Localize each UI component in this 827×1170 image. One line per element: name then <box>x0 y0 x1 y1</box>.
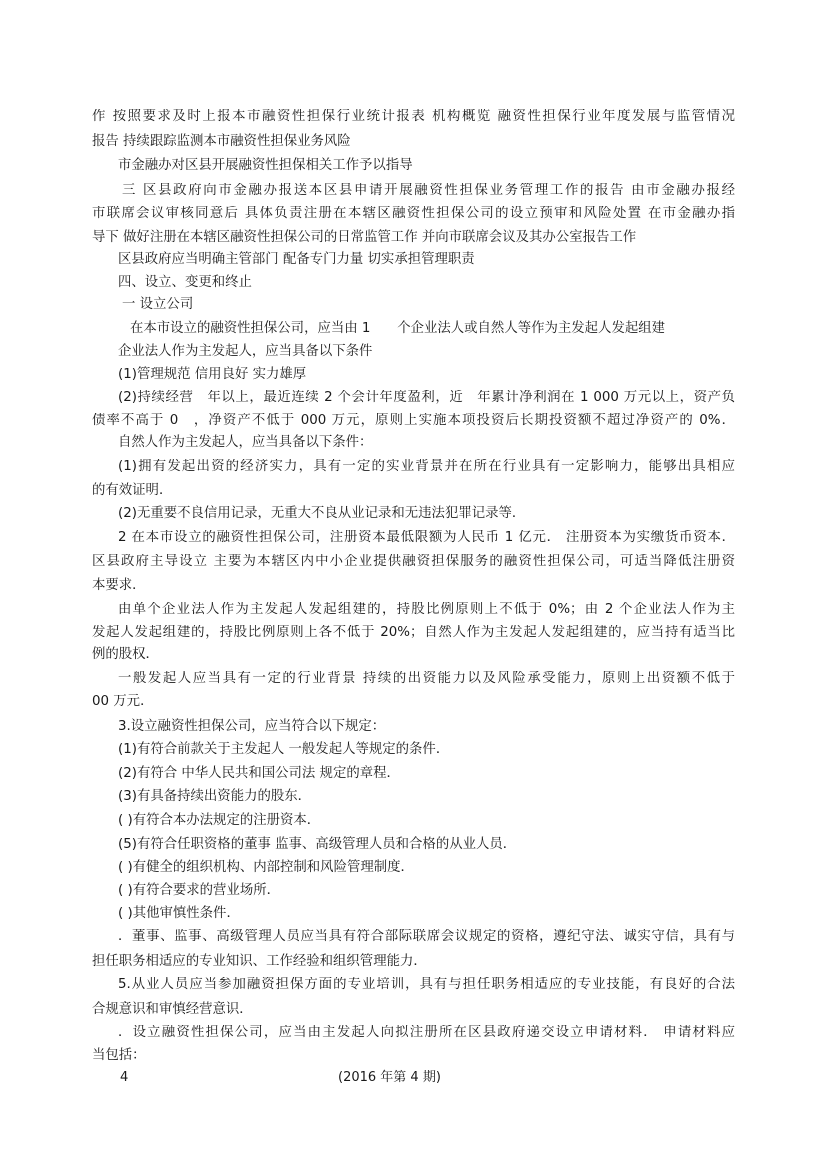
text-line: (1)拥有发起出资的经济实力，具有一定的实业背景并在所在行业具有一定影响力，能够出具相应 <box>118 459 735 474</box>
text-line: ．董事、监事、高级管理人员应当具有符合部际联席会议规定的资格，遵纪守法、诚实守信，具有与 <box>118 929 735 944</box>
text-line: 一般发起人应当具有一定的行业背景 持续的出资能力以及风险承受能力，原则上出资额不低于 <box>118 671 735 686</box>
text-line: 区县政府主导设立 主要为本辖区内中小企业提供融资担保服务的融资性担保公司，可适当降低注册资 <box>92 554 735 569</box>
text-line: ( )有健全的组织机构、内部控制和风险管理制度． <box>118 860 414 875</box>
text-line: 担任职务相适应的专业知识、工作经验和组织管理能力． <box>92 954 427 969</box>
text-line: 5.从业人员应当参加融资担保方面的专业培训，具有与担任职务相适应的专业技能，有良好的合法 <box>118 977 735 992</box>
text-line: 一 设立公司 <box>122 297 194 312</box>
text-line: 3.设立融资性担保公司，应当符合以下规定： <box>118 719 386 734</box>
text-line: ．设立融资性担保公司，应当由主发起人向拟注册所在区县政府递交设立申请材料． 申请材料应 <box>118 1025 735 1040</box>
text-line: 由单个企业法人作为主发起人发起组建的，持股比例原则上不低于 0%；由 2 个企业法人作为主 <box>118 602 735 617</box>
text-line: (2)有符合 中华人民共和国公司法 规定的章程． <box>118 766 400 781</box>
page-number: 4 <box>120 1070 129 1085</box>
text-line: 在本市设立的融资性担保公司，应当由 1 个企业法人或自然人等作为主发起人发起组建 <box>130 321 666 336</box>
text-line: 报告 持续跟踪监测本市融资性担保业务风险 <box>92 134 351 149</box>
text-line: 市联席会议审核同意后 具体负责注册在本辖区融资性担保公司的设立预审和风险处置 在市金融办指 <box>92 206 735 221</box>
text-line: (3)有具备持续出资能力的股东． <box>118 789 312 804</box>
text-line: ( )其他审慎性条件． <box>118 906 240 921</box>
text-line: 发起人发起组建的，持股比例原则上各不低于 20%；自然人作为主发起人发起组建的，应当持有适当比 <box>92 625 735 640</box>
text-line: 企业法人作为主发起人，应当具备以下条件 <box>118 344 373 359</box>
text-line: 本要求． <box>92 578 146 593</box>
text-line: 自然人作为主发起人，应当具备以下条件： <box>118 435 373 450</box>
text-line: 四、设立、变更和终止 <box>118 275 252 290</box>
text-line: 的有效证明． <box>92 483 173 498</box>
text-line: 债率不高于 0 ，净资产不低于 000 万元，原则上实施本项投资后长期投资额不超过净资产的 0%． <box>92 413 735 428</box>
text-line: ( )有符合本办法规定的注册资本． <box>118 813 321 828</box>
text-line: 区县政府应当明确主管部门 配备专门力量 切实承担管理职责 <box>118 252 475 267</box>
text-line: 三 区县政府向市金融办报送本区县申请开展融资性担保业务管理工作的报告 由市金融办报经 <box>122 183 735 198</box>
text-line: 当包括： <box>92 1048 146 1063</box>
text-line: 市金融办对区县开展融资性担保相关工作予以指导 <box>118 158 413 173</box>
text-line: 合规意识和审慎经营意识． <box>92 1002 253 1017</box>
text-line: (1)有符合前款关于主发起人 一般发起人等规定的条件． <box>118 742 450 757</box>
text-line: 2 在本市设立的融资性担保公司，注册资本最低限额为人民币 1 亿元． 注册资本为实缴货币资本． <box>118 530 735 545</box>
text-line: (5)有符合任职资格的董事 监事、高级管理人员和合格的从业人员． <box>118 837 517 852</box>
text-line: 例的股权． <box>92 647 159 662</box>
text-line: 作 按照要求及时上报本市融资性担保行业统计报表 机构概览 融资性担保行业年度发展与监管情况 <box>92 109 735 124</box>
text-line: (2)持续经营 年以上，最近连续 2 个会计年度盈利，近 年累计净利润在 1 000 万元以上，资产负 <box>118 390 735 405</box>
text-line: (1)管理规范 信用良好 实力雄厚 <box>118 367 307 382</box>
issue-label: (2016 年第 4 期) <box>338 1070 441 1085</box>
text-line: ( )有符合要求的营业场所． <box>118 883 281 898</box>
text-line: 导下 做好注册在本辖区融资性担保公司的日常监管工作 并向市联席会议及其办公室报告工作 <box>92 230 637 245</box>
text-line: 00 万元． <box>92 694 154 709</box>
text-line: (2)无重要不良信用记录，无重大不良从业记录和无违法犯罪记录等． <box>118 506 526 521</box>
